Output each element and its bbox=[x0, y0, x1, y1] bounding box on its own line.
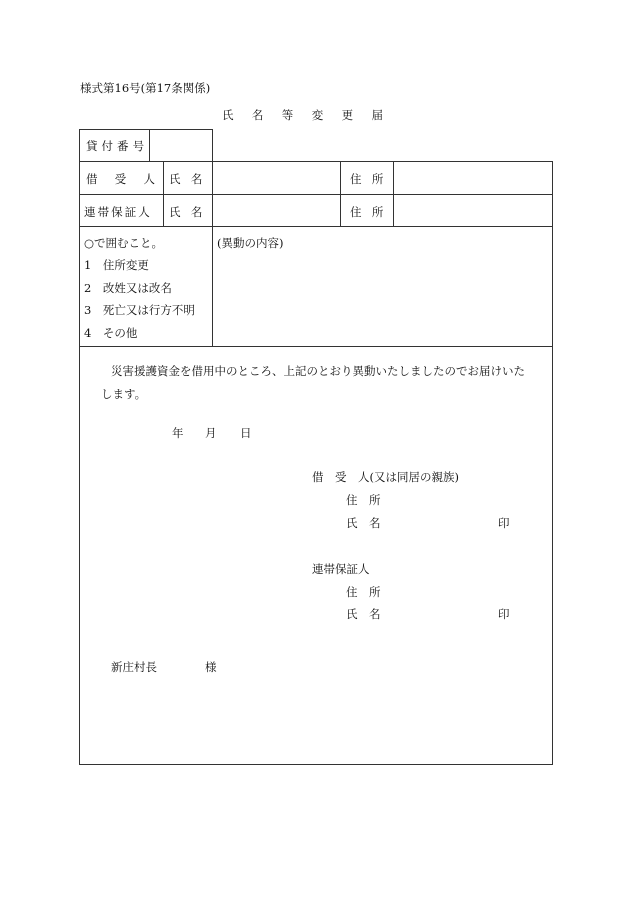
signature-borrower-name-label: 氏 名 bbox=[346, 516, 381, 530]
signature-guarantor-label: 連帯保証人 bbox=[312, 562, 370, 576]
statement-line-1: 災害援護資金を借用中のところ、上記のとおり異動いたしましたのでお届けいた bbox=[111, 364, 525, 378]
option-item[interactable]: 3 死亡又は行方不明 bbox=[84, 303, 195, 317]
options-instruction: ○で囲むこと。 bbox=[84, 236, 164, 250]
borrower-address-label: 住所 bbox=[350, 172, 394, 186]
borrower-name-label: 氏名 bbox=[169, 172, 213, 186]
guarantor-name-label: 氏名 bbox=[169, 205, 213, 219]
option-item[interactable]: 4 その他 bbox=[84, 326, 138, 340]
guarantor-address-field[interactable] bbox=[395, 196, 551, 226]
borrower-label: 借受人 bbox=[86, 172, 173, 186]
signature-guarantor-name-label: 氏 名 bbox=[346, 607, 381, 621]
seal-mark: 印 bbox=[498, 607, 510, 621]
change-details-field[interactable] bbox=[215, 252, 551, 344]
date-year: 年 bbox=[172, 426, 184, 440]
borrower-address-field[interactable] bbox=[395, 163, 551, 193]
form-number: 様式第16号(第17条関係) bbox=[80, 81, 211, 95]
date-day: 日 bbox=[240, 426, 252, 440]
change-details-label: (異動の内容) bbox=[217, 236, 284, 250]
date-month: 月 bbox=[205, 426, 217, 440]
page-title: 氏名等変更届 bbox=[222, 108, 402, 122]
signature-borrower-label: 借 受 人(又は同居の親族) bbox=[312, 470, 459, 484]
guarantor-address-label: 住所 bbox=[350, 205, 394, 219]
signature-guarantor-address-label: 住 所 bbox=[346, 585, 381, 599]
addressee-name: 新庄村長 bbox=[111, 660, 157, 674]
option-item[interactable]: 1 住所変更 bbox=[84, 258, 149, 272]
addressee-honorific: 様 bbox=[205, 660, 217, 674]
statement-line-2: します。 bbox=[101, 387, 147, 401]
guarantor-name-field[interactable] bbox=[215, 196, 339, 226]
borrower-name-field[interactable] bbox=[215, 163, 339, 193]
signature-borrower-address-label: 住 所 bbox=[346, 493, 381, 507]
seal-mark: 印 bbox=[498, 516, 510, 530]
option-item[interactable]: 2 改姓又は改名 bbox=[84, 281, 172, 295]
loan-number-label: 貸付番号 bbox=[86, 139, 149, 153]
loan-number-field[interactable] bbox=[151, 131, 211, 161]
guarantor-label: 連帯保証人 bbox=[84, 205, 152, 219]
